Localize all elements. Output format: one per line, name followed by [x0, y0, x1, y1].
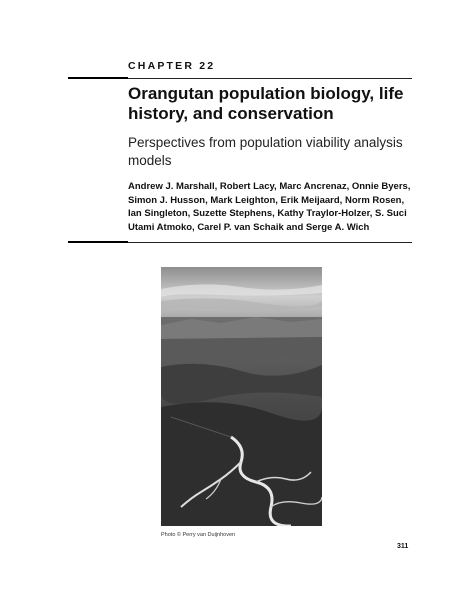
chapter-rule-left	[68, 77, 128, 79]
aerial-landscape-photo	[161, 267, 322, 526]
page-number: 311	[397, 543, 409, 550]
authors-rule-left	[68, 241, 128, 243]
chapter-rule-right	[128, 78, 412, 79]
chapter-title: Orangutan population biology, life history, and conservation	[128, 84, 404, 123]
authors-rule-right	[128, 242, 412, 243]
chapter-subtitle: Perspectives from population viability analysis models	[128, 135, 403, 168]
author-list: Andrew J. Marshall, Robert Lacy, Marc Ancrenaz, Onnie Byers, Simon J. Husson, Mark Leighton, Erik Meijaard, Norm Rosen, Ian Singleton, Suzette Stephens, Kathy Traylor-Holzer, S. Suci Utami Atmoko, Carel P. van Schaik and Serge A. Wich	[128, 181, 411, 233]
chapter-label: CHAPTER 22	[128, 60, 216, 72]
photo-credit: Photo © Perry van Duijnhoven	[161, 532, 236, 538]
